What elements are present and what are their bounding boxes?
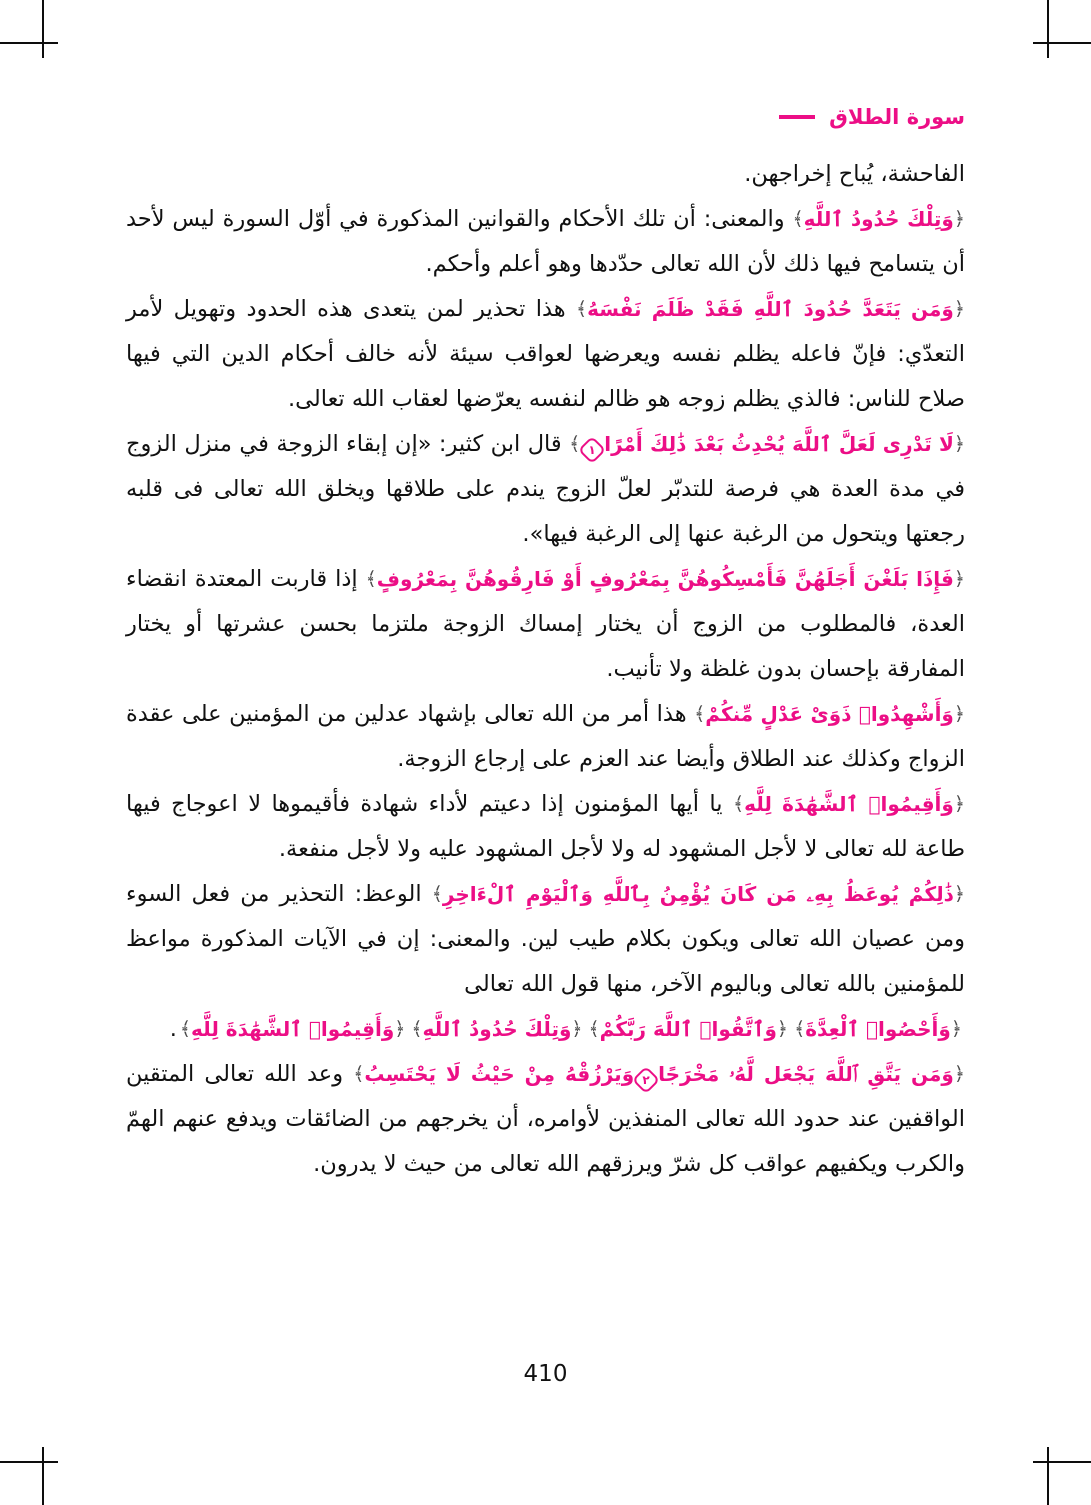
quran-quote — [411, 1017, 582, 1041]
crop-mark-bottom-right-horizontal — [1033, 1461, 1091, 1463]
quran-quote — [694, 702, 965, 726]
body-paragraph — [126, 872, 965, 1007]
quran-quote-text: وَمَن يَتَعَدَّ حُدُودَ ٱللَّهِ فَقَدْ ظَلَمَ نَفْسَهُ — [587, 297, 954, 321]
body-paragraph — [126, 422, 965, 557]
body-text: الفاحشة، يُباح إخراجهن. — [744, 161, 965, 187]
quote-open-bracket-icon: ﴿ — [953, 298, 965, 320]
quran-quote — [733, 792, 965, 816]
quran-quote — [366, 567, 965, 591]
body-text: الوعظ: التحذير من فعل السوء ومن عصيان الله تعالى ويكون بكلام طيب لين. والمعنى: إن في الآيات المذكورة مواعظ للمؤمنين بالله تعالى وباليوم الآخر، منها قول الله تعالى — [126, 881, 965, 997]
quote-open-bracket-icon: ﴿ — [953, 433, 965, 455]
quote-close-bracket-icon: ﴾ — [732, 793, 745, 815]
running-head-surah-title: سورة الطلاق — [829, 105, 965, 129]
body-paragraph — [126, 557, 965, 692]
quran-quote — [794, 1017, 962, 1041]
quote-close-bracket-icon: ﴾ — [694, 703, 706, 725]
body-text: هذا تحذير لمن يتعدى هذه الحدود وتهويل لأمر التعدّي: فإنّ فاعله يظلم نفسه ويعرضها لعواقب سيئة لأنه خالف أحكام الدين التي فيها صلاح للناس: فالذي يظلم زوجه هو ظالم لنفسه يعرّضها لعقاب الله تعالى. — [126, 296, 965, 412]
quote-open-bracket-icon: ﴿ — [394, 1018, 406, 1040]
quote-close-bracket-icon: ﴾ — [792, 208, 804, 230]
body-paragraph — [126, 1052, 965, 1187]
quote-row — [126, 1007, 965, 1052]
quote-open-bracket-icon: ﴿ — [953, 208, 965, 230]
quote-close-bracket-icon: ﴾ — [411, 1018, 423, 1040]
quote-open-bracket-icon: ﴿ — [953, 1063, 965, 1085]
quote-open-bracket-icon: ﴿ — [953, 793, 965, 815]
quran-quote — [569, 432, 965, 456]
quote-close-bracket-icon: ﴾ — [588, 1018, 600, 1040]
quran-quote-text: وَتِلْكَ حُدُودُ ٱللَّهِ — [422, 1017, 572, 1041]
quote-close-bracket-icon: ﴾ — [794, 1018, 806, 1040]
quran-quote-text: وَيَرْزُقْهُ مِنْ حَيْثُ لَا يَحْتَسِبُ — [364, 1062, 635, 1086]
crop-mark-top-right-horizontal — [1033, 42, 1091, 44]
ayah-number: ٢ — [642, 1073, 650, 1087]
quote-close-bracket-icon: ﴾ — [569, 433, 581, 455]
body-text: هذا أمر من الله تعالى بإشهاد عدلين من المؤمنين على عقدة الزواج وكذلك عند الطلاق وأيضا عند العزم على إرجاع الزوجة. — [126, 701, 965, 772]
quran-quote-text: وَأَقِيمُوا۟ ٱلشَّهَٰدَةَ لِلَّهِ — [191, 1017, 395, 1041]
quran-quote — [589, 1017, 789, 1041]
body-text: وعد الله تعالى المتقين الواقفين عند حدود الله تعالى المنفذين لأوامره، أن يخرجهم من الضائقات ويدفع عنهم الهمّ والكرب ويكفيهم عواقب كل شرّ ويرزقهم الله تعالى من حيث لا يدرون. — [126, 1061, 965, 1177]
page-number: 410 — [523, 1361, 568, 1387]
quote-open-bracket-icon: ﴿ — [953, 568, 965, 590]
quote-close-bracket-icon: ﴾ — [576, 298, 588, 320]
body-text: يا أيها المؤمنون إذا دعيتم لأداء شهادة فأقيموها لا اعوجاج فيها طاعة لله تعالى لا لأجل المشهود له ولا لأجل المشهود عليه ولا لأجل منفعة. — [126, 791, 965, 862]
quran-quote — [576, 297, 965, 321]
body-paragraph — [126, 692, 965, 782]
quote-close-bracket-icon: ﴾ — [179, 1018, 192, 1040]
running-head — [125, 100, 965, 134]
quran-quote — [180, 1017, 406, 1041]
body-text: إذا قاربت المعتدة انقضاء العدة، فالمطلوب من الزوج أن يختار إمساك الزوجة ملتزما بحسن عشرتها أو يختار المفارقة بإحسان بدون غلظة ولا تأنيب. — [126, 566, 965, 682]
quran-quote-text: وَأَقِيمُوا۟ ٱلشَّهَٰدَةَ لِلَّهِ — [744, 792, 954, 816]
crop-mark-bottom-left-vertical — [42, 1447, 44, 1505]
quote-close-bracket-icon: ﴾ — [431, 883, 443, 905]
ayah-number-ornament — [578, 436, 606, 464]
quote-close-bracket-icon: ﴾ — [353, 1063, 365, 1085]
quran-quote-text: فَإِذَا بَلَغْنَ أَجَلَهُنَّ فَأَمْسِكُوهُنَّ بِمَعْرُوفٍ أَوْ فَارِقُوهُنَّ بِمَعْرُوفٍ — [376, 567, 954, 591]
quote-open-bracket-icon: ﴿ — [776, 1018, 789, 1040]
crop-mark-bottom-right-vertical — [1047, 1447, 1049, 1505]
quran-quote-text: وَأَشْهِدُوا۟ ذَوَىْ عَدْلٍ مِّنكُمْ — [705, 702, 954, 726]
quote-open-bracket-icon: ﴿ — [571, 1018, 583, 1040]
quran-quote — [793, 207, 966, 231]
quote-open-bracket-icon: ﴿ — [950, 1018, 962, 1040]
quran-quote-text: وَمَن يَتَّقِ ٱللَّهَ يَجْعَل لَّهُۥ مَخْرَجًا — [658, 1062, 954, 1086]
body-paragraph — [126, 152, 965, 197]
body-text: قال ابن كثير: «إن إبقاء الزوجة في منزل الزوج في مدة العدة هي فرصة للتدبّر لعلّ الزوج يندم على طلاقها ويخلق الله تعالى فى قلبه رجعتها ويتحول من الرغبة عنها إلى الرغبة فيها». — [126, 431, 965, 547]
quote-row-terminator: . — [169, 1016, 177, 1042]
body-paragraph — [126, 197, 965, 287]
ayah-number-ornament — [632, 1066, 660, 1094]
quran-quote-text: وَتِلْكَ حُدُودُ ٱللَّهِ — [803, 207, 954, 231]
quote-open-bracket-icon: ﴿ — [953, 703, 965, 725]
quran-quote — [353, 1062, 965, 1086]
quran-quote-text: وَأَحْصُوا۟ ٱلْعِدَّةَ — [805, 1017, 951, 1041]
crop-mark-bottom-left-horizontal — [0, 1461, 58, 1463]
crop-mark-top-left-vertical — [42, 0, 44, 58]
quran-quote-text: لَا تَدْرِى لَعَلَّ ٱللَّهَ يُحْدِثُ بَعْدَ ذَٰلِكَ أَمْرًا — [604, 432, 954, 456]
quote-close-bracket-icon: ﴾ — [365, 568, 377, 590]
page-body — [126, 152, 965, 1187]
crop-mark-top-right-vertical — [1047, 0, 1049, 58]
ayah-number: ١ — [588, 443, 596, 457]
running-head-rule-icon — [779, 115, 815, 119]
crop-mark-top-left-horizontal — [0, 42, 58, 44]
quran-quote-text: ذَٰلِكُمْ يُوعَظُ بِهِۦ مَن كَانَ يُؤْمِنُ بِٱللَّهِ وَٱلْيَوْمِ ٱلْءَاخِرِ — [442, 882, 954, 906]
quote-open-bracket-icon: ﴿ — [953, 883, 965, 905]
quran-quote-text: وَٱتَّقُوا۟ ٱللَّهَ رَبَّكُمْ — [599, 1017, 777, 1041]
body-paragraph — [126, 287, 965, 422]
body-text: والمعنى: أن تلك الأحكام والقوانين المذكورة في أوّل السورة ليس لأحد أن يتسامح فيها ذلك لأن الله تعالى حدّدها وهو أعلم وأحكم. — [126, 206, 965, 277]
body-paragraph — [126, 782, 965, 872]
quran-quote — [432, 882, 965, 906]
